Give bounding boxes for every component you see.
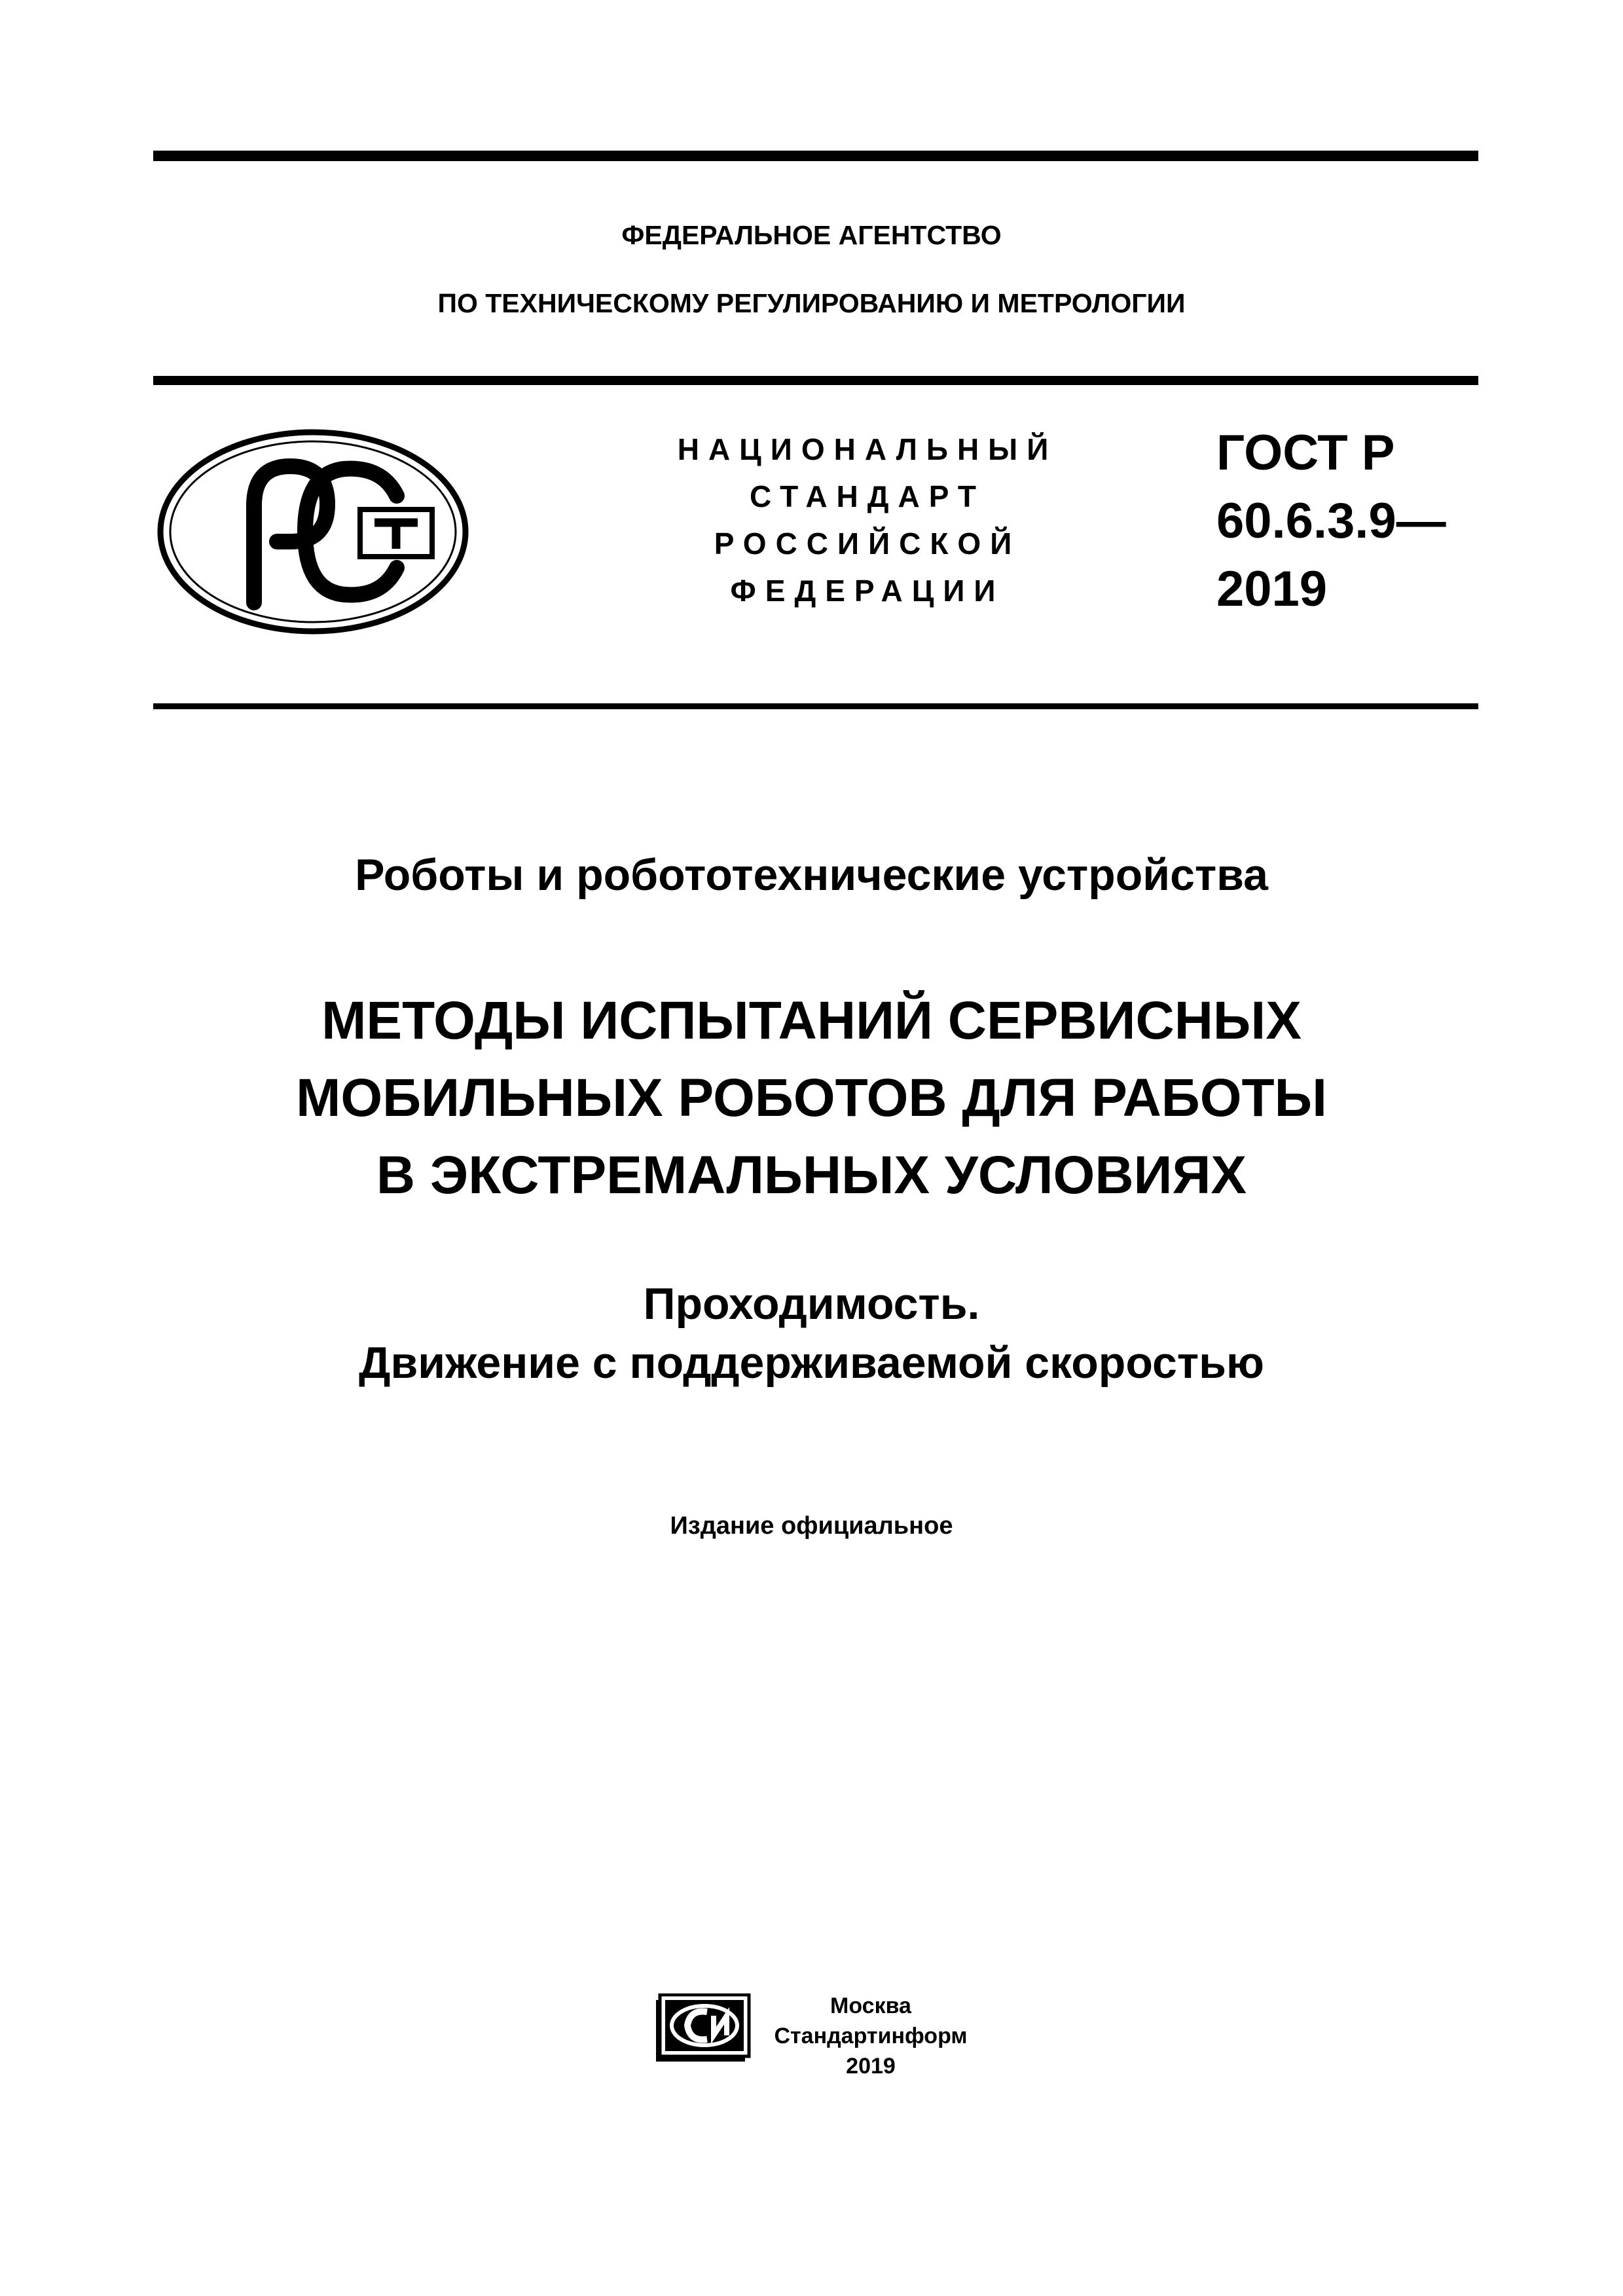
agency-line-2: ПО ТЕХНИЧЕСКОМУ РЕГУЛИРОВАНИЮ И МЕТРОЛОГИИ xyxy=(437,288,1186,318)
publisher-city: Москва xyxy=(830,1993,911,2018)
top-rule xyxy=(153,151,1478,161)
middle-rule xyxy=(153,376,1478,385)
standard-type-line-1: НАЦИОНАЛЬНЫЙ xyxy=(677,432,1058,466)
title-line-3: В ЭКСТРЕМАЛЬНЫХ УСЛОВИЯХ xyxy=(376,1145,1247,1205)
document-subject: Роботы и робототехнические устройства xyxy=(355,850,1268,900)
subtitle-line-1: Проходимость. xyxy=(643,1279,980,1329)
document-title xyxy=(0,982,1623,1214)
standard-type-line-4: ФЕДЕРАЦИИ xyxy=(730,574,1005,608)
subtitle-line-2: Движение с поддерживаемой скоростью xyxy=(359,1338,1264,1388)
publisher-name: Стандартинформ xyxy=(774,2024,968,2048)
agency-line-1: ФЕДЕРАЛЬНОЕ АГЕНТСТВО xyxy=(621,220,1002,250)
edition-label: Издание официальное xyxy=(670,1512,953,1540)
document-subtitle xyxy=(0,1274,1623,1392)
standard-type-block xyxy=(629,426,1106,614)
designation-line-2: 60.6.3.9— xyxy=(1216,493,1446,549)
title-line-1: МЕТОДЫ ИСПЫТАНИЙ СЕРВИСНЫХ xyxy=(321,991,1302,1050)
title-line-2: МОБИЛЬНЫХ РОБОТОВ ДЛЯ РАБОТЫ xyxy=(296,1068,1327,1128)
standard-designation xyxy=(1216,419,1478,623)
standard-type-line-3: РОССИЙСКОЙ xyxy=(714,527,1021,561)
rst-certification-mark-icon xyxy=(156,427,470,637)
standard-type-line-2: СТАНДАРТ xyxy=(750,479,985,513)
designation-line-1: ГОСТ Р xyxy=(1216,425,1395,481)
lower-rule xyxy=(153,703,1478,709)
standartinform-logo-icon xyxy=(653,1993,752,2064)
designation-line-3: 2019 xyxy=(1216,561,1328,617)
publisher-block xyxy=(759,1991,982,2081)
publisher-year: 2019 xyxy=(846,2054,896,2079)
